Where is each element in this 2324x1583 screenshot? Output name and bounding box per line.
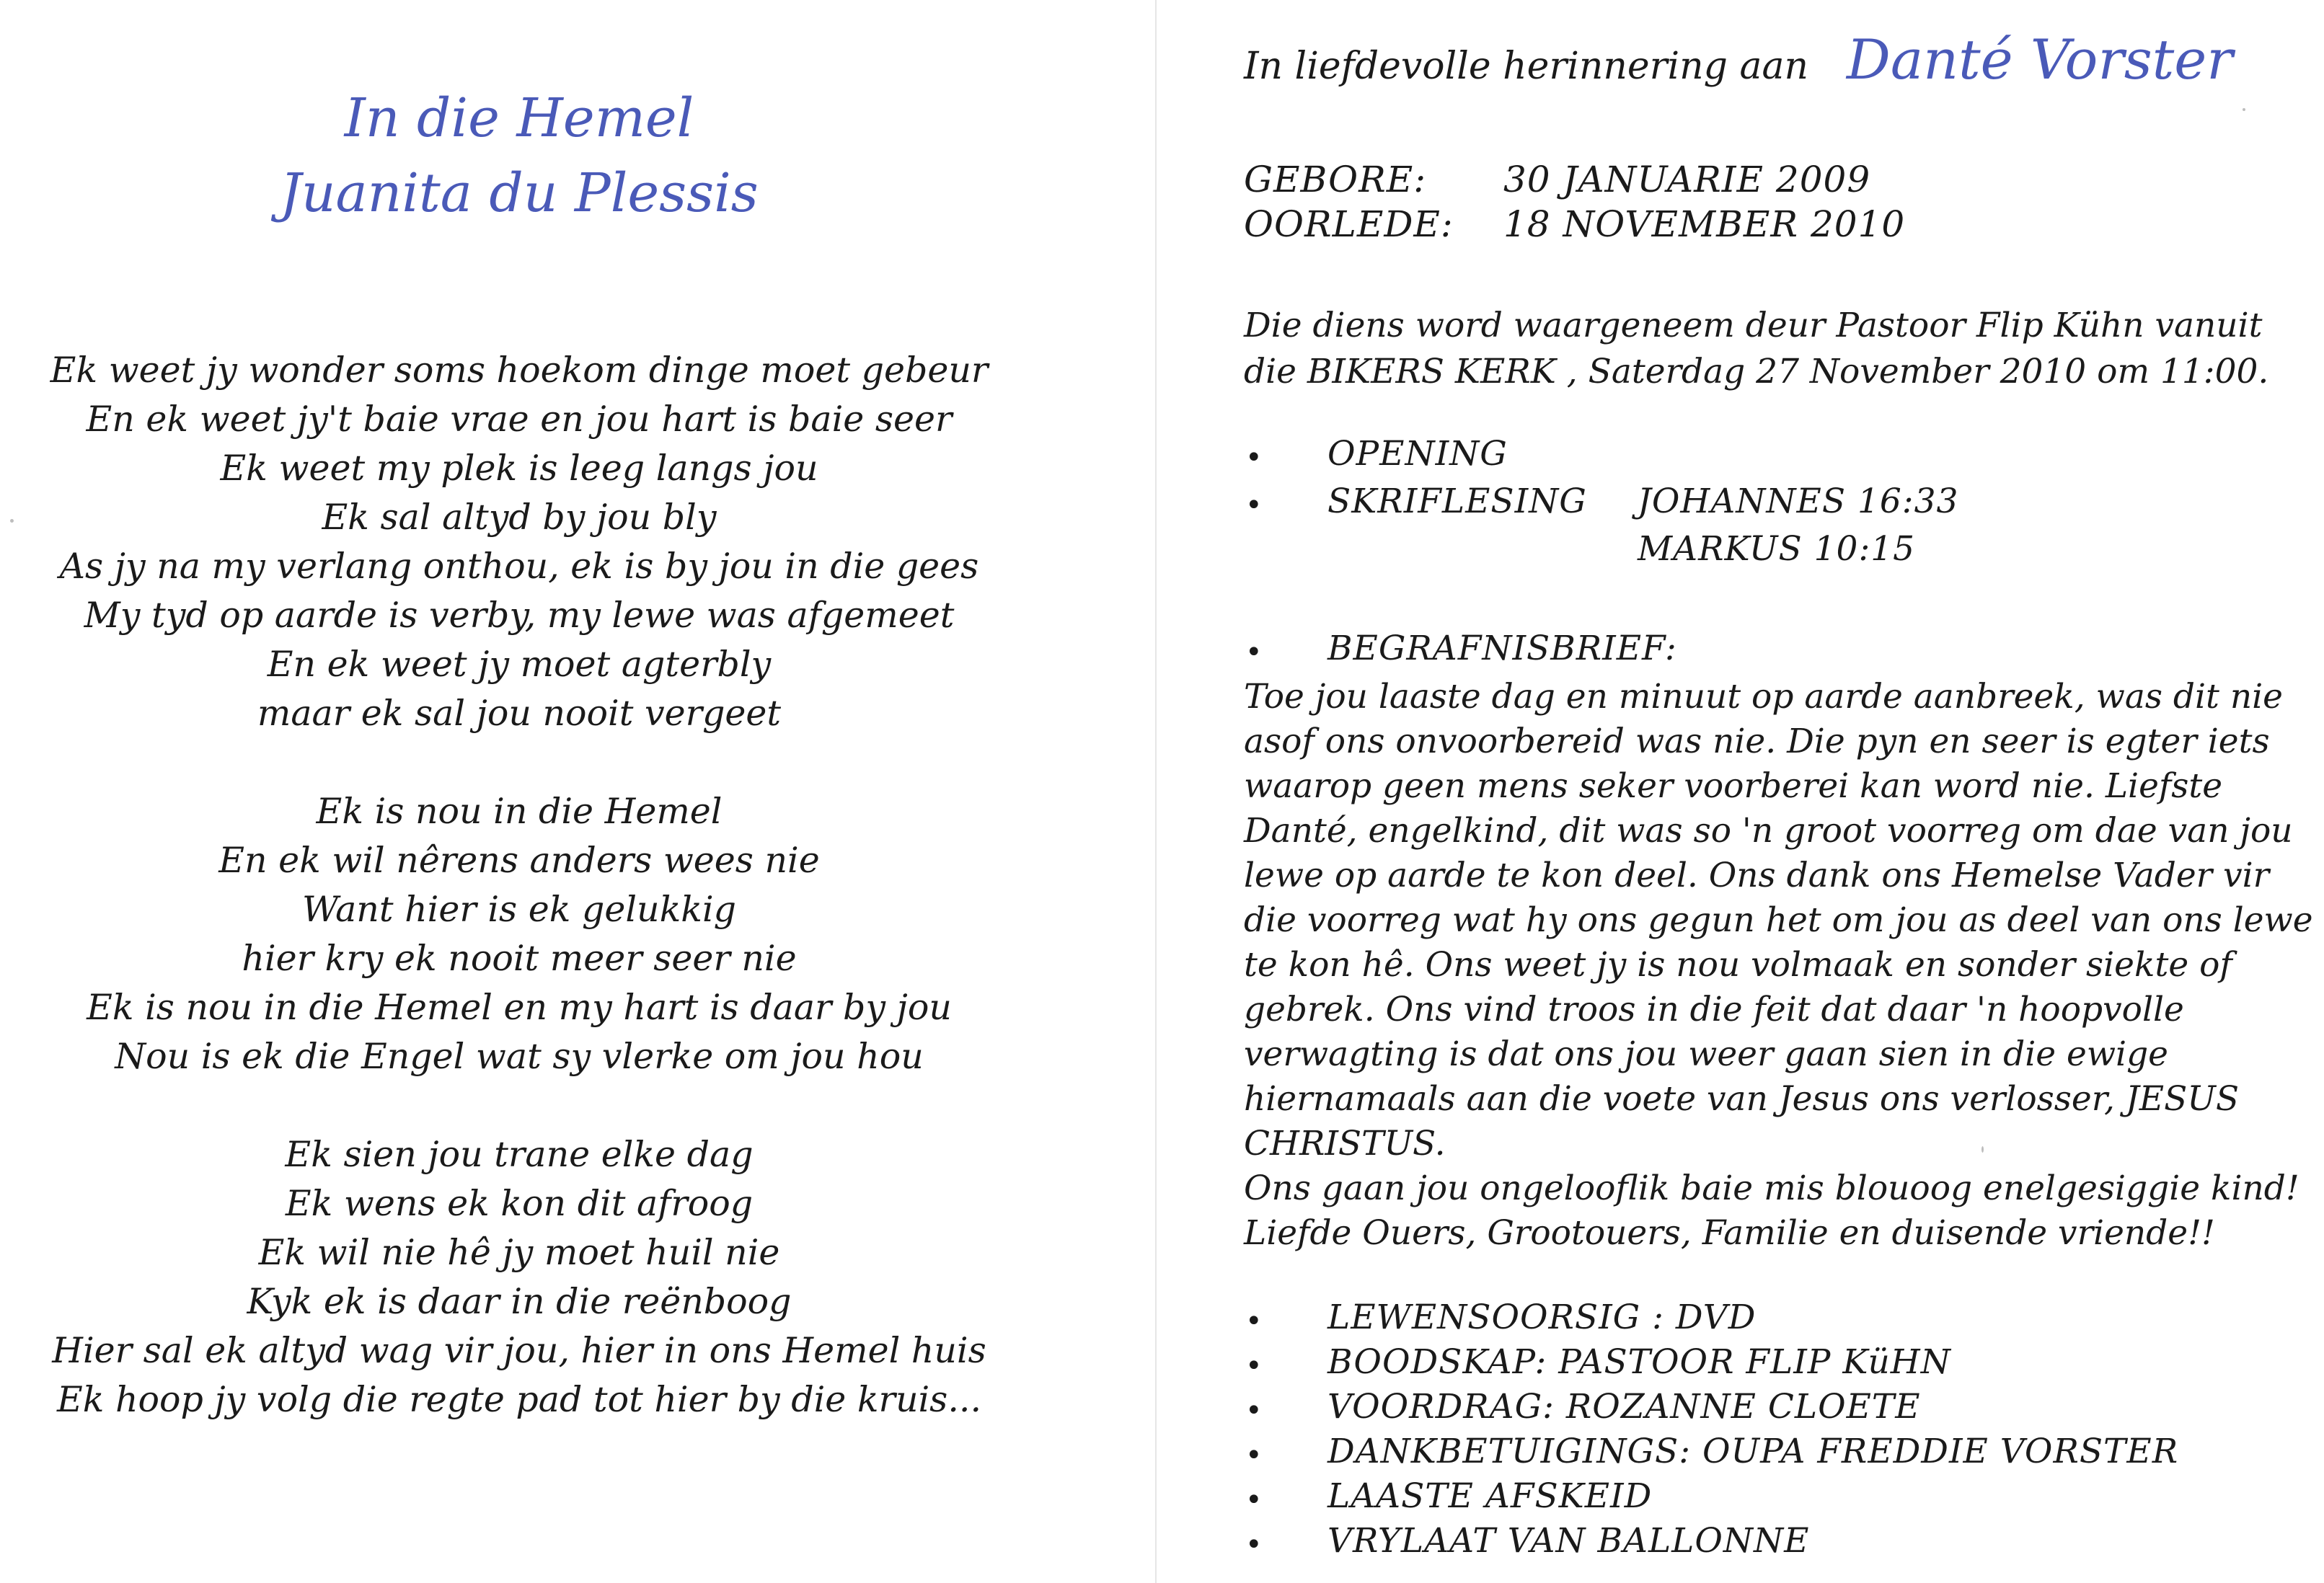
letter-line: waarop geen mens seker voorberei kan word nie. Liefste — [1244, 766, 2223, 806]
poem-line: Ek weet my plek is leeg langs jou — [220, 448, 818, 489]
poem-line: As jy na my verlang onthou, ek is by jou in die gees — [59, 546, 979, 587]
letter-line: hiernamaals aan die voete van Jesus ons verlosser, JESUS — [1244, 1079, 2240, 1119]
poem-line: hier kry ek nooit meer seer nie — [242, 938, 797, 979]
program-item-ballonne: VRYLAAT VAN BALLONNE — [1327, 1521, 1810, 1561]
poem-line: Ek is nou in die Hemel — [316, 791, 723, 832]
bullet-marker: • — [1245, 1394, 1263, 1427]
service-line: die BIKERS KERK , Saterdag 27 November 2010 om 11:00. — [1244, 352, 2269, 391]
letter-line: te kon hê. Ons weet jy is nou volmaak en sonder siekte of — [1244, 945, 2232, 985]
poem-line: My tyd op aarde is verby, my lewe was afgemeet — [84, 595, 955, 636]
service-info — [1244, 303, 2268, 395]
letter-line: Danté, engelkind, dit was so 'n groot voorreg om dae van jou — [1244, 811, 2293, 851]
letter-line: Toe jou laaste dag en minuut op aarde aanbreek, was dit nie — [1244, 677, 2283, 717]
poem-line: Hier sal ek altyd wag vir jou, hier in ons Hemel huis — [52, 1330, 986, 1371]
letter-line: verwagting is dat ons jou weer gaan sien in die ewige — [1244, 1034, 2168, 1074]
poem-line: Ek weet jy wonder soms hoekom dinge moet gebeur — [50, 350, 989, 391]
birth-row — [1244, 159, 1870, 200]
scan-speck — [10, 519, 14, 523]
poem-author: Juanita du Plessis — [280, 162, 759, 224]
poem-line: En ek weet jy moet agterbly — [267, 644, 772, 685]
bullet-marker: • — [1245, 1305, 1263, 1338]
poem-line: Ek wens ek kon dit afroog — [285, 1183, 754, 1224]
poem-stanza — [0, 346, 1038, 738]
letter-line: Liefde Ouers, Grootouers, Familie en duisende vriende!! — [1244, 1213, 2215, 1253]
bullet-marker: • — [1245, 489, 1263, 522]
program-item-opening: OPENING — [1327, 434, 1508, 474]
program-page — [1162, 0, 2323, 1583]
funeral-letter — [1244, 675, 2313, 1256]
poem-title-line: In die Hemel — [344, 87, 694, 149]
poem-line: Want hier is ek gelukkig — [301, 889, 737, 930]
poem-line: maar ek sal jou nooit vergeet — [257, 693, 782, 734]
born-label: GEBORE: — [1244, 159, 1427, 200]
deceased-name: Danté Vorster — [1846, 27, 2233, 92]
program-item-voordrag: VOORDRAG: ROZANNE CLOETE — [1327, 1387, 1921, 1427]
poem-line: En ek wil nêrens anders wees nie — [218, 840, 820, 881]
scripture-reference: JOHANNES 16:33 — [1638, 482, 1959, 521]
poem-line: En ek weet jy't baie vrae en jou hart is baie seer — [86, 399, 953, 440]
bullet-marker: • — [1245, 1484, 1263, 1517]
memory-heading — [1244, 27, 2233, 92]
letter-line: die voorreg wat hy ons gegun het om jou as deel van ons lewe — [1244, 900, 2313, 940]
letter-line: gebrek. Ons vind troos in die feit dat daar 'n hoopvolle — [1244, 990, 2184, 1029]
page-fold-divider — [1155, 0, 1157, 1583]
poem-line: Ek sien jou trane elke dag — [285, 1134, 754, 1175]
poem-line: Ek hoop jy volg die regte pad tot hier by die kruis... — [56, 1379, 982, 1420]
poem-line: Ek wil nie hê jy moet huil nie — [258, 1232, 780, 1273]
bullet-marker: • — [1245, 636, 1263, 669]
program-item-boodskap: BOODSKAP: PASTOOR FLIP KüHN — [1327, 1342, 1951, 1382]
program-item-begrafnisbrief: BEGRAFNISBRIEF: — [1327, 629, 1677, 668]
program-item-lewensoorsig: LEWENSOORSIG : DVD — [1327, 1298, 1757, 1337]
death-row — [1244, 203, 1905, 245]
poem-stanza — [0, 1130, 1038, 1424]
letter-line: lewe op aarde te kon deel. Ons dank ons Hemelse Vader vir — [1244, 856, 2270, 895]
poem-body — [0, 346, 1038, 1473]
bullet-marker: • — [1245, 1439, 1263, 1472]
poem-line: Ek is nou in die Hemel en my hart is daar by jou — [87, 987, 952, 1028]
poem-stanza — [0, 787, 1038, 1081]
program-item-laaste-afskeid: LAASTE AFSKEID — [1327, 1476, 1653, 1516]
bullet-marker: • — [1245, 441, 1263, 474]
letter-line: asof ons onvoorbereid was nie. Die pyn en seer is egter iets — [1244, 722, 2270, 761]
letter-line: Ons gaan jou ongelooflik baie mis blouoog enelgesiggie kind! — [1244, 1169, 2299, 1208]
scripture-reference: MARKUS 10:15 — [1638, 529, 1916, 569]
letter-line: CHRISTUS. — [1244, 1124, 1446, 1163]
program-item-skriflesing: SKRIFLESING — [1327, 482, 1587, 521]
program-item-dankbetuigings: DANKBETUIGINGS: OUPA FREDDIE VORSTER — [1327, 1432, 2179, 1471]
service-line: Die diens word waargeneem deur Pastoor Flip Kühn vanuit — [1244, 306, 2263, 345]
poem-title — [0, 81, 1038, 231]
bullet-marker: • — [1245, 1349, 1263, 1383]
born-date: 30 JANUARIE 2009 — [1503, 159, 1871, 200]
memory-intro: In liefdevolle herinnering aan — [1244, 45, 1808, 88]
poem-line: Nou is ek die Engel wat sy vlerke om jou hou — [115, 1036, 924, 1077]
poem-line: Ek sal altyd by jou bly — [322, 497, 717, 538]
poem-line: Kyk ek is daar in die reënboog — [247, 1281, 792, 1322]
died-date: 18 NOVEMBER 2010 — [1503, 203, 1906, 245]
died-label: OORLEDE: — [1244, 203, 1454, 245]
bullet-marker: • — [1245, 1528, 1263, 1561]
